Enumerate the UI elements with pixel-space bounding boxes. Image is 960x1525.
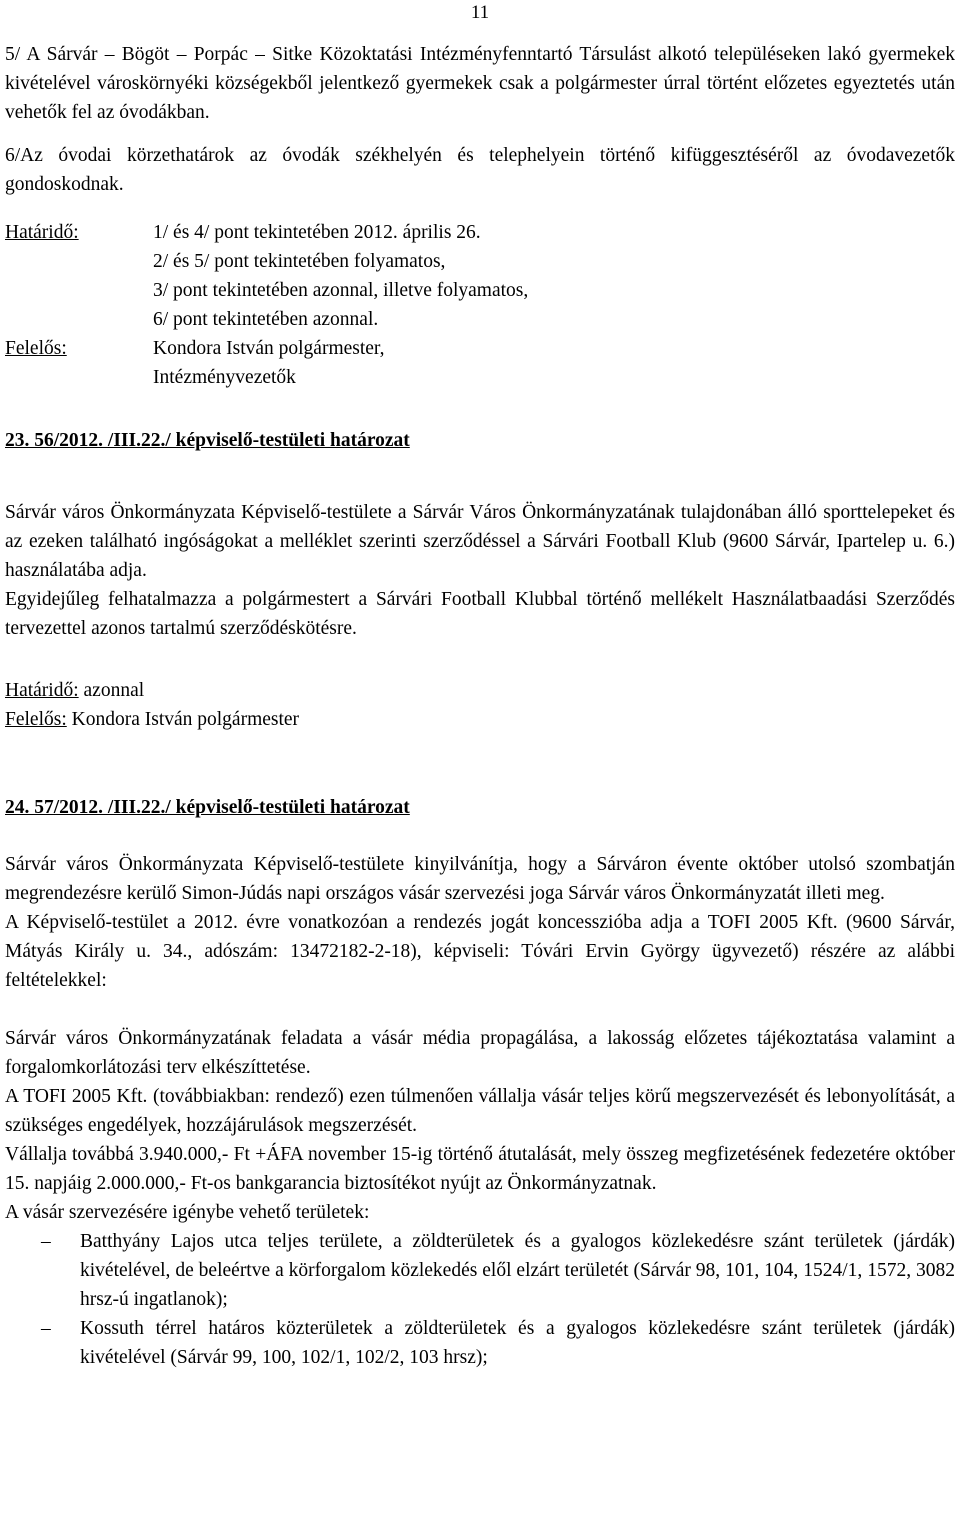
deadline-block xyxy=(5,218,955,392)
deadline-label: Határidő: xyxy=(5,222,79,243)
area-list xyxy=(5,1227,955,1372)
resolution-23-deadline xyxy=(5,676,955,705)
list-item-text: Batthyány Lajos utca teljes területe, a zöldterületek és a gyalogos közlekedésre szánt területek (járdák) kivételével, de beleértve a körforgalom közlekedés elől elzárt területét (Sárvár 98, 101, 104, 1524/1, 1572, 3082 hrsz-ú ingatlanok); xyxy=(80,1231,955,1310)
deadline-label: Határidő: xyxy=(5,680,79,701)
paragraph-5: 5/ A Sárvár – Bögöt – Porpác – Sitke Közoktatási Intézményfenntartó Társulást alkotó településeken lakó gyermekek kivételével városkörnyéki községekből jelentkező gyermekek csak a polgármester úrral történt előzetes egyeztetés után vehetők fel az óvodákban. xyxy=(5,44,955,123)
responsible-label: Felelős: xyxy=(5,338,67,359)
resolution-23-responsible xyxy=(5,705,955,734)
paragraph-6: 6/Az óvodai körzethatárok az óvodák székhelyén és telephelyein történő kifüggesztéséről az óvodavezetők gondoskodnak. xyxy=(5,145,955,195)
responsible-value: Kondora István polgármester xyxy=(66,709,300,730)
dash-marker: – xyxy=(41,1318,51,1339)
resolution-23-body-2: Egyidejűleg felhatalmazza a polgármestert a Sárvári Football Klubbal történő mellékelt Használatbaadási Szerződés tervezettel azonos tartalmú szerződéskötésre. xyxy=(5,589,955,639)
list-item xyxy=(5,1314,955,1372)
resolution-24-body-6: A vásár szervezésére igénybe vehető területek: xyxy=(5,1202,370,1223)
resolution-24-body-3: Sárvár város Önkormányzatának feladata a vásár média propagálása, a lakosság előzetes tájékoztatása valamint a forgalomkorlátozási terv elkészíttetése. xyxy=(5,1028,955,1078)
resolution-24-body-2: A Képviselő-testület a 2012. évre vonatkozóan a rendezés jogát koncesszióba adja a TOFI 2005 Kft. (9600 Sárvár, Mátyás Király u. 34., adószám: 13472182-2-18), képviseli: Tóvári Ervin György ügyvezető) részére az alábbi feltételekkel: xyxy=(5,912,955,991)
resolution-24-body-1: Sárvár város Önkormányzata Képviselő-testülete kinyilvánítja, hogy a Sárváron évente október utolsó szombatján megrendezésre kerülő Simon-Júdás napi országos vásár szervezési joga Sárvár város Önkormányzatát illeti meg. xyxy=(5,854,955,904)
responsible-line: Kondora István polgármester, xyxy=(153,338,385,359)
dash-marker: – xyxy=(41,1231,51,1252)
responsible-label: Felelős: xyxy=(5,709,67,730)
resolution-23-body: Sárvár város Önkormányzata Képviselő-testülete a Sárvár Város Önkormányzatának tulajdonában álló sporttelepeket és az ezeken található ingóságokat a melléklet szerinti szerződéssel a Sárvári Football Klub (9600 Sárvár, Ipartelep u. 6.) használatába adja. xyxy=(5,502,955,581)
resolution-24-body-4: A TOFI 2005 Kft. (továbbiakban: rendező) ezen túlmenően vállalja vásár teljes körű megszervezését és lebonyolítását, a szükséges engedélyek, hozzájárulások megszerzését. xyxy=(5,1086,955,1136)
deadline-line: 2/ és 5/ pont tekintetében folyamatos, xyxy=(153,251,446,272)
responsible-line: Intézményvezetők xyxy=(153,367,296,388)
list-item-text: Kossuth térrel határos közterületek a zöldterületek és a gyalogos közlekedésre szánt területek (járdák) kivételével (Sárvár 99, 100, 102/1, 102/2, 103 hrsz); xyxy=(80,1318,955,1368)
resolution-24-heading: 24. 57/2012. /III.22./ képviselő-testületi határozat xyxy=(5,797,410,818)
deadline-line: 6/ pont tekintetében azonnal. xyxy=(153,309,379,330)
list-item xyxy=(5,1227,955,1314)
page-number: 11 xyxy=(470,2,490,23)
deadline-value: azonnal xyxy=(78,680,145,701)
resolution-23-heading: 23. 56/2012. /III.22./ képviselő-testületi határozat xyxy=(5,430,410,451)
deadline-line: 1/ és 4/ pont tekintetében 2012. április 26. xyxy=(153,222,481,243)
document-page xyxy=(5,0,955,1372)
resolution-24-body-5: Vállalja továbbá 3.940.000,- Ft +ÁFA november 15-ig történő átutalását, mely összeg megfizetésének fedezetére október 15. napjáig 2.000.000,- Ft-os bankgarancia biztosítékot nyújt az Önkormányzatnak. xyxy=(5,1144,955,1194)
deadline-line: 3/ pont tekintetében azonnal, illetve folyamatos, xyxy=(153,280,529,301)
